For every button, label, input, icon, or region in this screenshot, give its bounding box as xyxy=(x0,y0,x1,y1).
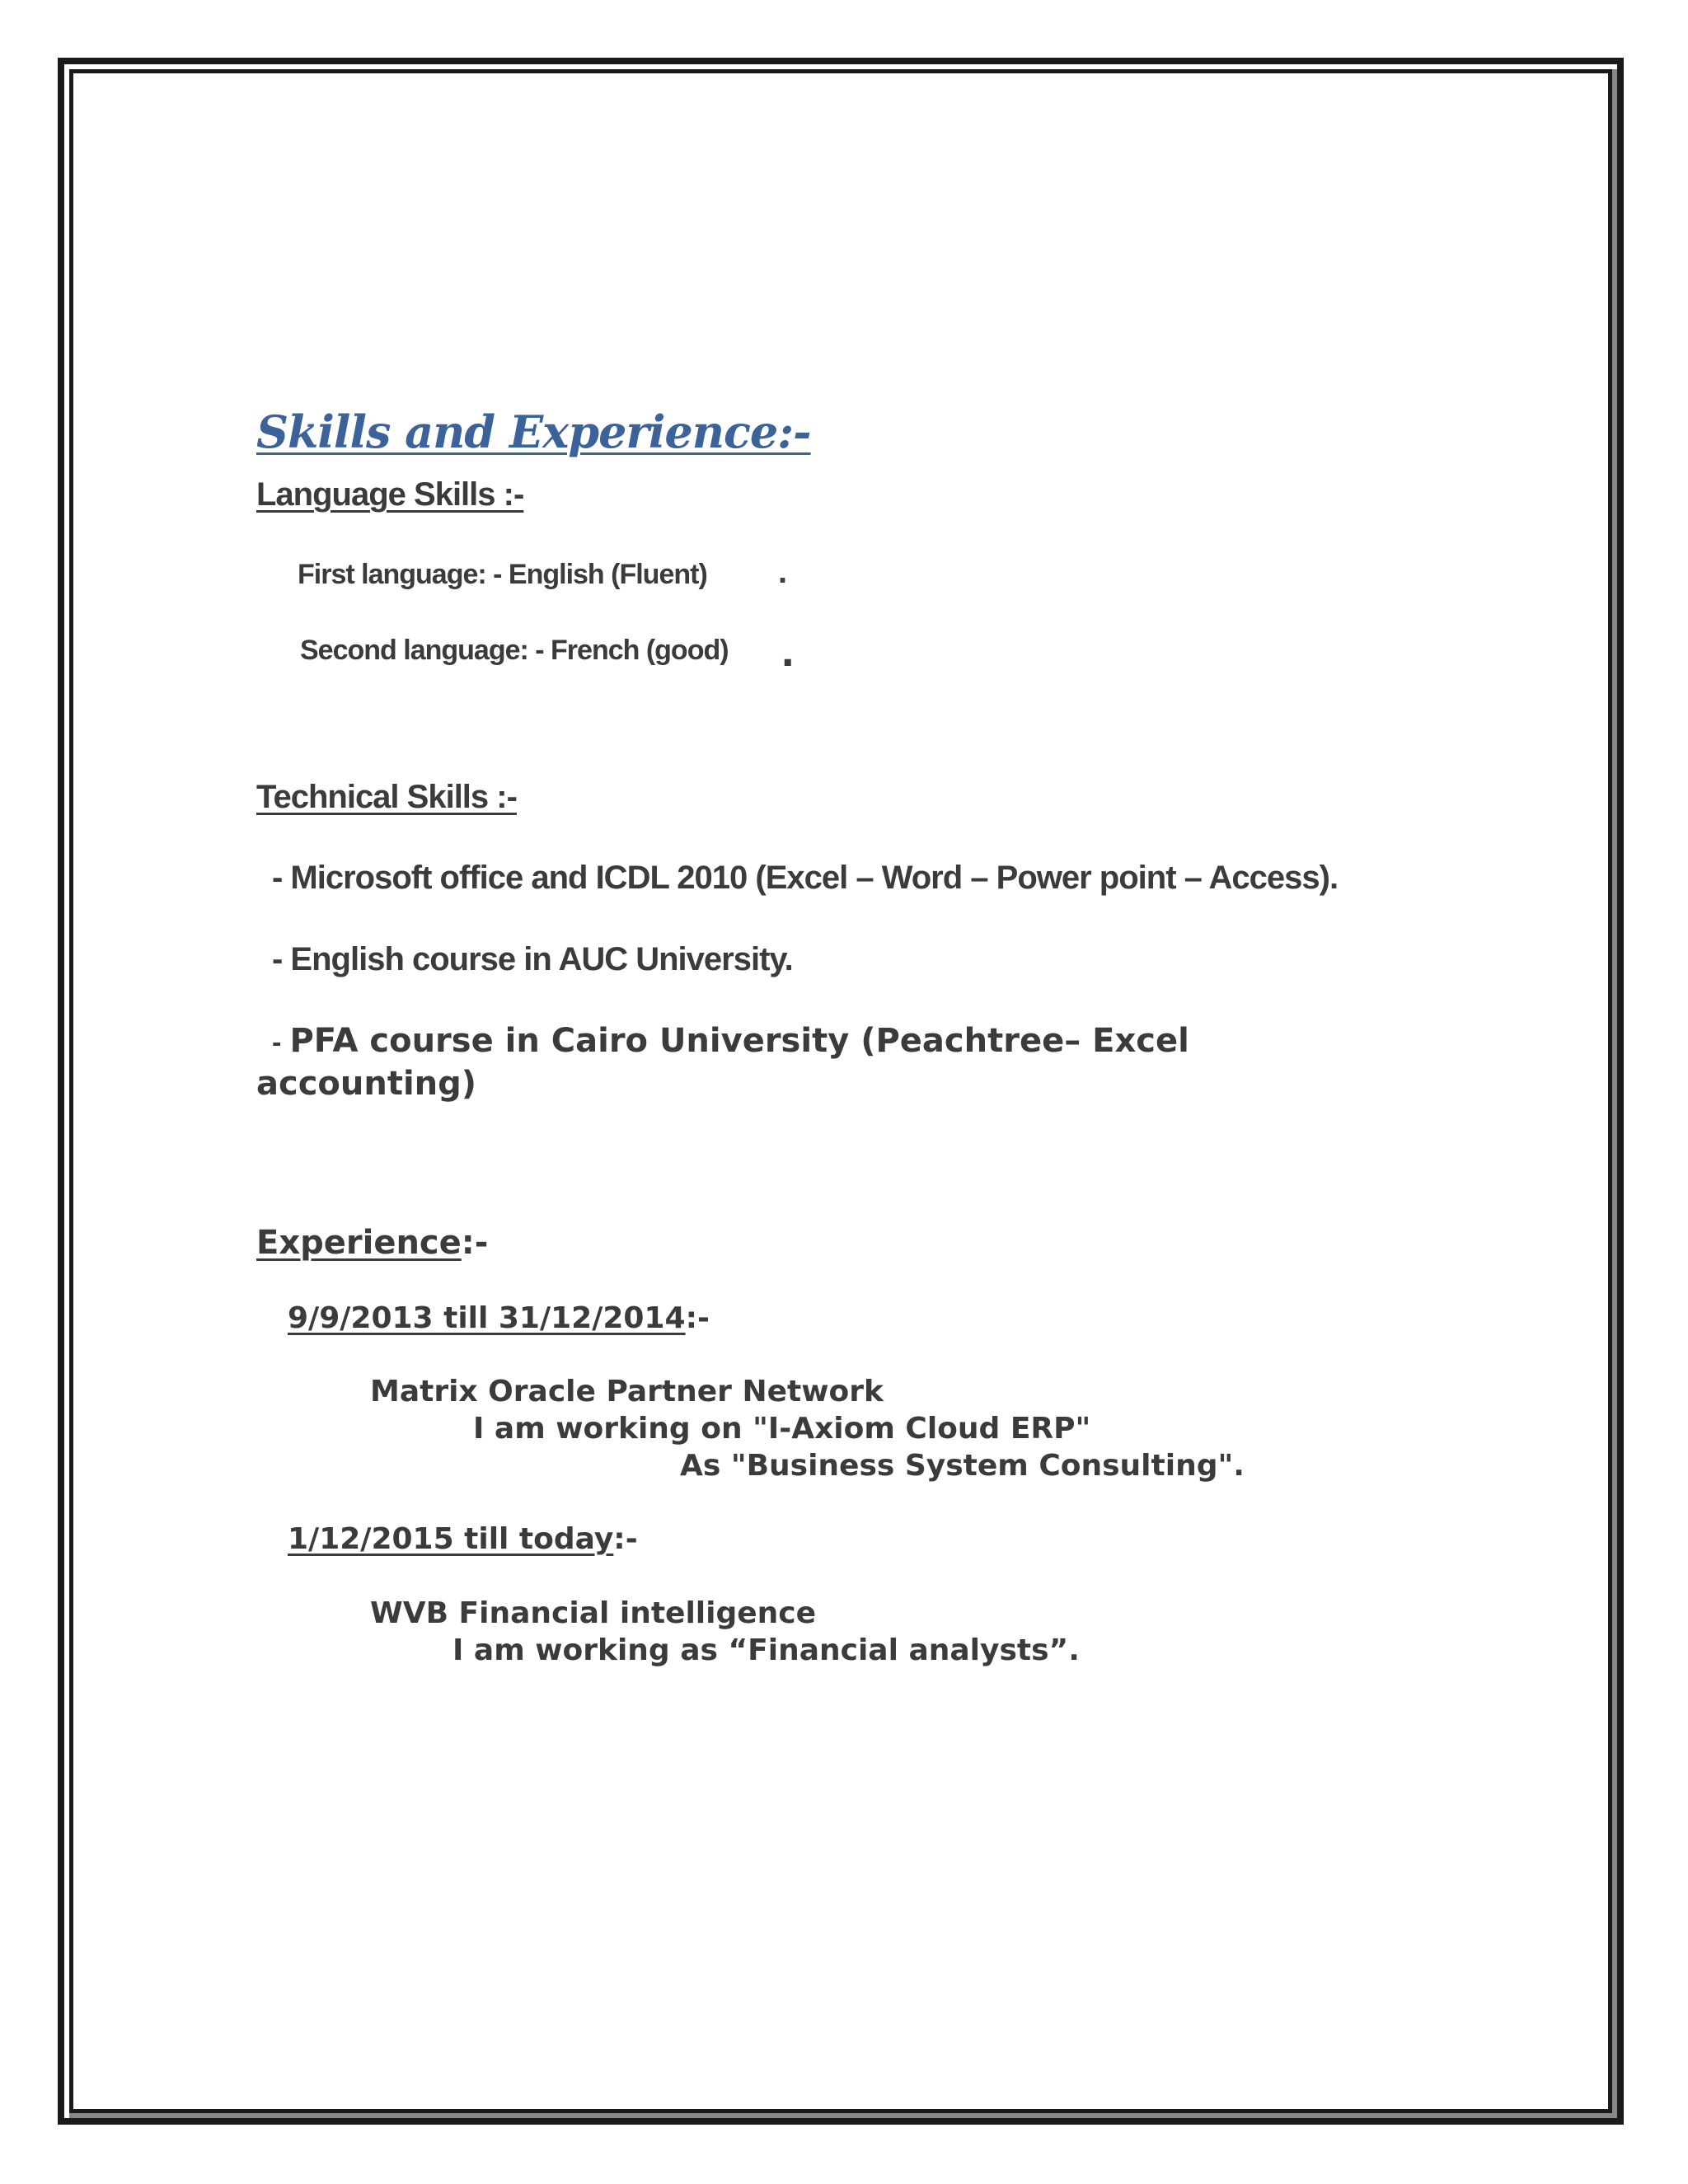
technical-skill-item: - Microsoft office and ICDL 2010 (Excel – Word – Power point – Access). xyxy=(272,860,1339,896)
technical-skill-text: PFA course in Cairo University (Peachtree– Excel xyxy=(289,1022,1189,1060)
technical-skill-text-continued: accounting) xyxy=(256,1065,477,1103)
experience-period xyxy=(288,1301,710,1335)
technical-skill-item xyxy=(272,1022,1189,1060)
experience-period xyxy=(288,1521,638,1556)
job-role: As "Business System Consulting". xyxy=(680,1449,1245,1483)
period-dates: 1/12/2015 till today xyxy=(288,1522,614,1556)
first-language-dot: . xyxy=(778,554,788,590)
experience-heading xyxy=(256,1224,488,1262)
language-skills-heading: Language Skills :- xyxy=(256,476,524,513)
job-company: WVB Financial intelligence xyxy=(370,1596,817,1630)
period-suffix: :- xyxy=(685,1301,710,1335)
page-border-shadow-right xyxy=(1612,69,1617,2113)
second-language-dot: . xyxy=(781,624,795,676)
list-dash: - xyxy=(272,1027,281,1058)
job-description: I am working as “Financial analysts”. xyxy=(452,1633,1080,1667)
job-company: Matrix Oracle Partner Network xyxy=(370,1375,884,1408)
experience-heading-suffix: :- xyxy=(461,1224,489,1262)
technical-skill-item: - English course in AUC University. xyxy=(272,941,793,977)
technical-skills-heading: Technical Skills :- xyxy=(256,779,517,815)
page-border-shadow-bottom xyxy=(69,2113,1617,2118)
period-dates: 9/9/2013 till 31/12/2014 xyxy=(288,1301,686,1335)
job-description: I am working on "I-Axiom Cloud ERP" xyxy=(473,1412,1091,1446)
page-title: Skills and Experience:- xyxy=(256,405,811,458)
period-suffix: :- xyxy=(613,1522,638,1556)
first-language: First language: - English (Fluent) xyxy=(298,559,707,590)
second-language: Second language: - French (good) xyxy=(300,635,729,666)
experience-heading-label: Experience xyxy=(256,1224,462,1262)
